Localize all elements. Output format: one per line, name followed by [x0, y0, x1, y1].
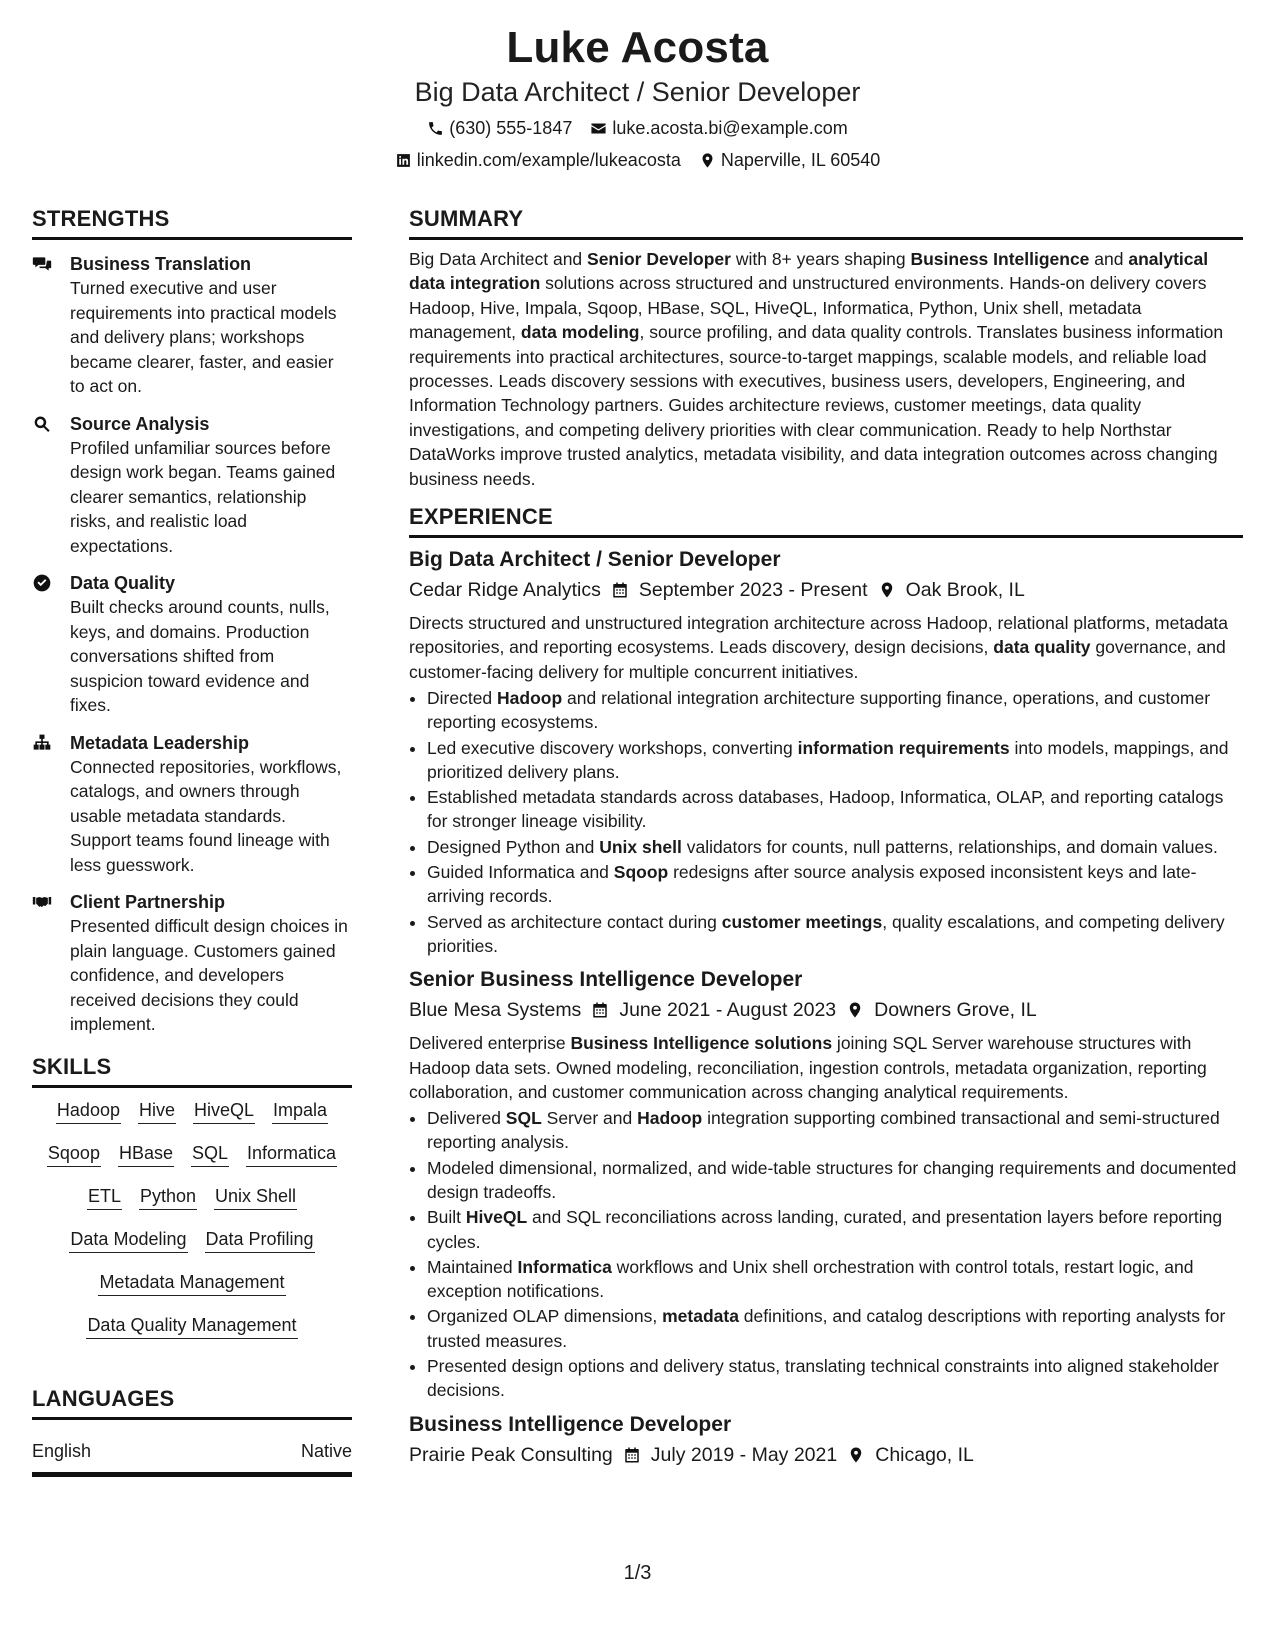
bullet-item: • Modeled dimensional, normalized, and wide-table structures for changing requirements and documented design tradeoffs.	[427, 1156, 1243, 1205]
bullet-item: • Served as architecture contact during customer meetings, quality escalations, and competing delivery priorities.	[427, 910, 1243, 959]
contact-row-1	[0, 116, 1275, 140]
strengths-heading: STRENGTHS	[32, 205, 352, 240]
job-location: Chicago, IL	[875, 1443, 974, 1466]
skill-row	[32, 1098, 352, 1124]
bullet-item: • Delivered SQL Server and Hadoop integration supporting combined transactional and semi-structured reporting analysis.	[427, 1106, 1243, 1155]
strength-title: Data Quality	[70, 573, 176, 593]
strengths-list	[32, 252, 352, 1037]
candidate-role: Big Data Architect / Senior Developer	[414, 77, 861, 107]
strength-title: Metadata Leadership	[70, 732, 250, 753]
company-name: Blue Mesa Systems	[409, 999, 582, 1022]
job-entry	[409, 966, 1243, 1402]
calendar-icon	[591, 1001, 609, 1019]
job-description: Directs structured and unstructured integration architecture across Hadoop, relational platforms, metadata repositories, and reporting ecosystems. Leads discovery, design decisions, data quality governance, and customer-facing delivery for multiple concurrent initiatives.	[409, 613, 1229, 682]
page-number: 1/3	[623, 1562, 652, 1584]
skill-tag: SQL	[191, 1141, 229, 1167]
skill-row	[32, 1270, 352, 1296]
strength-description: Connected repositories, workflows, catalogs, and owners through usable metadata standards. Support teams found lineage with less guesswork.	[70, 756, 342, 875]
email-address[interactable]: luke.acosta.bi@example.com	[612, 118, 848, 138]
job-description: Delivered enterprise Business Intelligence solutions joining SQL Server warehouse structures with Hadoop data sets. Owned modeling, reconciliation, ingestion controls, metadata organization, reporting collaboration, and customer communication across changing analytical requirements.	[409, 1033, 1207, 1102]
phone-number: (630) 555-1847	[449, 118, 573, 138]
map-marker-icon	[847, 1446, 865, 1464]
map-marker-icon	[878, 581, 896, 599]
summary-paragraph: Big Data Architect and Senior Developer with 8+ years shaping Business Intelligence and analytical data integration solutions across structured and unstructured environments. Hands-on delivery covers Hadoop, Hive, Impala, Sqoop, HBase, SQL, HiveQL, Informatica, Python, Unix shell, metadata management, data modeling, source profiling, and data quality controls. Translates business information requirements into practical architectures, source-to-target mappings, scalable models, and reliable load processes. Leads discovery sessions with executives, business users, developers, Engineering, and Information Technology partners. Guides architecture reviews, customer meetings, data quality investigations, and competing delivery priorities with clear communication. Ready to help Northstar DataWorks improve trusted analytics, metadata visibility, and data integration outcomes across changing business needs.	[409, 249, 1224, 489]
job-meta	[409, 576, 1243, 604]
language-name: English	[32, 1440, 92, 1461]
experience-heading: EXPERIENCE	[409, 503, 1243, 538]
skill-tag: Data Modeling	[69, 1227, 187, 1253]
envelope-icon	[590, 120, 607, 137]
comments-icon	[32, 254, 52, 274]
strength-item	[32, 731, 352, 878]
bullet-item: • Organized OLAP dimensions, metadata definitions, and catalog descriptions with reporting analysts for trusted measures.	[427, 1304, 1243, 1353]
company-name: Prairie Peak Consulting	[409, 1443, 613, 1466]
strength-item	[32, 252, 352, 399]
skills-list	[32, 1098, 352, 1339]
job-bullets	[409, 686, 1243, 958]
linkedin-contact[interactable]	[395, 148, 681, 172]
phone-icon	[427, 120, 444, 137]
strength-description: Profiled unfamiliar sources before design work began. Teams gained clearer semantics, relationship risks, and realistic load expectations.	[70, 437, 336, 556]
bullet-item: • Designed Python and Unix shell validators for counts, null patterns, relationships, and domain values.	[427, 835, 1243, 859]
skill-tag: Data Quality Management	[86, 1313, 297, 1339]
bullet-item: • Guided Informatica and Sqoop redesigns after source analysis exposed inconsistent keys and late-arriving records.	[427, 860, 1243, 909]
sitemap-icon	[32, 733, 52, 753]
skill-tag: Informatica	[246, 1141, 337, 1167]
calendar-icon	[611, 581, 629, 599]
location-text: Naperville, IL 60540	[720, 150, 881, 170]
bullet-item: • Led executive discovery workshops, converting information requirements into models, mappings, and prioritized delivery plans.	[427, 736, 1243, 785]
contact-row-2	[0, 148, 1275, 172]
resume-header	[0, 22, 1275, 172]
skill-row	[32, 1313, 352, 1339]
strength-description: Turned executive and user requirements into practical models and delivery plans; workshops became clearer, faster, and easier to act on.	[70, 278, 337, 396]
language-level: Native	[300, 1440, 352, 1461]
skill-tag: Data Profiling	[205, 1227, 315, 1253]
job-location: Oak Brook, IL	[905, 579, 1025, 602]
skill-tag: Python	[139, 1184, 197, 1210]
strength-title: Client Partnership	[70, 892, 226, 912]
linkedin-icon	[395, 152, 412, 169]
location-contact	[699, 148, 880, 172]
job-entry	[409, 1411, 1243, 1469]
strength-title: Business Translation	[70, 254, 252, 274]
calendar-icon	[623, 1446, 641, 1464]
right-column	[409, 205, 1243, 1469]
bullet-item: • Established metadata standards across databases, Hadoop, Informatica, OLAP, and reporting catalogs for stronger lineage visibility.	[427, 785, 1243, 834]
language-row	[32, 1439, 352, 1477]
strength-item	[32, 571, 352, 718]
strength-item	[32, 412, 352, 559]
bullet-item: • Built HiveQL and SQL reconciliations across landing, curated, and presentation layers before reporting cycles.	[427, 1205, 1243, 1254]
map-marker-icon	[699, 152, 716, 169]
strength-description: Built checks around counts, nulls, keys, and domains. Production conversations shifted from suspicion toward evidence and fixes.	[70, 597, 330, 715]
skill-tag: HiveQL	[193, 1098, 255, 1124]
skill-tag: Hive	[138, 1098, 176, 1124]
job-meta	[409, 996, 1243, 1024]
job-dates: July 2019 - May 2021	[650, 1443, 838, 1466]
job-location: Downers Grove, IL	[874, 999, 1037, 1022]
job-entry	[409, 546, 1243, 958]
skill-tag: Hadoop	[56, 1098, 121, 1124]
bullet-item: • Maintained Informatica workflows and Unix shell orchestration with control totals, restart logic, and exception notifications.	[427, 1255, 1243, 1304]
handshake-icon	[32, 892, 52, 912]
check-circle-icon	[32, 573, 52, 593]
search-icon	[32, 414, 52, 434]
job-dates: September 2023 - Present	[638, 579, 868, 602]
bullet-item: • Directed Hadoop and relational integration architecture supporting finance, operations, and customer reporting ecosystems.	[427, 686, 1243, 735]
skill-tag: Unix Shell	[214, 1184, 297, 1210]
phone-contact	[427, 116, 572, 140]
job-meta	[409, 1441, 1243, 1469]
job-title: Big Data Architect / Senior Developer	[409, 548, 781, 572]
strength-title: Source Analysis	[70, 413, 210, 434]
skill-row	[32, 1227, 352, 1253]
skills-heading: SKILLS	[32, 1053, 352, 1088]
job-dates: June 2021 - August 2023	[619, 999, 837, 1022]
linkedin-url[interactable]: linkedin.com/example/lukeacosta	[416, 150, 681, 170]
languages-heading: LANGUAGES	[32, 1385, 352, 1420]
skill-tag: Metadata Management	[98, 1270, 285, 1296]
skill-tag: Impala	[272, 1098, 328, 1124]
strength-item	[32, 890, 352, 1037]
job-bullets	[409, 1106, 1243, 1403]
company-name: Cedar Ridge Analytics	[409, 579, 601, 602]
skill-row	[32, 1184, 352, 1210]
skill-row	[32, 1141, 352, 1167]
strength-description: Presented difficult design choices in plain language. Customers gained confidence, and developers received decisions they could implement.	[70, 916, 348, 1034]
job-title: Senior Business Intelligence Developer	[409, 968, 803, 992]
email-contact[interactable]	[590, 116, 847, 140]
skill-tag: ETL	[87, 1184, 122, 1210]
summary-heading: SUMMARY	[409, 205, 1243, 240]
candidate-name: Luke Acosta	[506, 23, 769, 72]
map-marker-icon	[846, 1001, 864, 1019]
left-column	[32, 205, 352, 1477]
job-title: Business Intelligence Developer	[409, 1412, 732, 1436]
skill-tag: HBase	[118, 1141, 174, 1167]
skill-tag: Sqoop	[47, 1141, 101, 1167]
bullet-item: • Presented design options and delivery status, translating technical constraints into aligned stakeholder decisions.	[427, 1354, 1243, 1403]
